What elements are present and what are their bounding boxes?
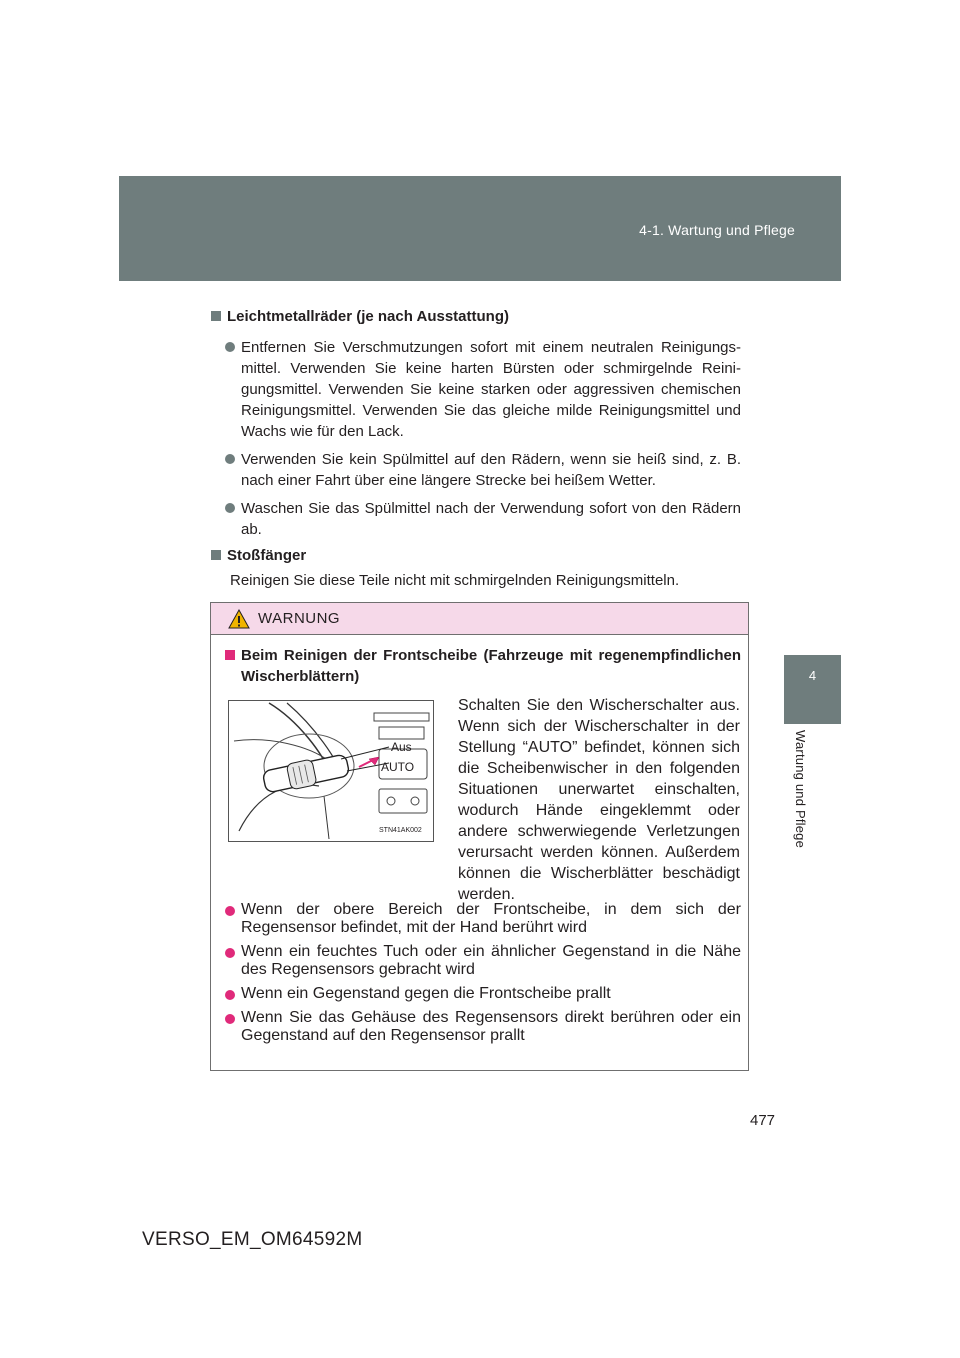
round-bullet-icon (225, 906, 235, 916)
header-band (119, 176, 841, 281)
warning-heading: Beim Reinigen der Frontscheibe (Fahrzeuge mit regenempfindlichen Wischerblättern) (225, 645, 741, 687)
figure-description: Schalten Sie den Wischerschalter aus. Wenn sich der Wischerschalter in der Stellung “AUTO” befindet, können sich die Scheibenwischer in den folgenden Situationen unerwartet einschalten, wodurch Hände eingeklemmt oder andere schwerwiegende Verletzungen verursacht werden können. Außerdem können die Wischerblätter beschädigt werden. (458, 697, 740, 903)
bumper-text: Reinigen Sie diese Teile nicht mit schmirgelnden Reinigungsmitteln. (230, 572, 680, 589)
round-bullet-icon (225, 990, 235, 1000)
list-item: Wenn der obere Bereich der Frontscheibe, in dem sich der Regensensor befindet, mit der Hand berührt wird (225, 901, 741, 937)
warning-box (210, 602, 749, 1071)
label-auto: AUTO (381, 760, 415, 774)
warning-triangle-icon (228, 609, 250, 629)
main-content (211, 306, 741, 591)
round-bullet-icon (225, 948, 235, 958)
warning-bullet-list (225, 901, 741, 1051)
figure-code: STN41AK002 (379, 827, 422, 834)
list-item: Verwenden Sie kein Spülmittel auf den Rädern, wenn sie heiß sind, z. B. nach einer Fahrt über eine längere Strecke bei heißem Wetter. (225, 449, 741, 491)
list-item: Wenn ein Gegenstand gegen die Frontscheibe prallt (225, 985, 741, 1003)
round-bullet-icon (225, 503, 235, 513)
warning-header (211, 603, 748, 635)
list-item: Wenn Sie das Gehäuse des Regensensors direkt berühren oder ein Gegenstand auf den Regensensor prallt (225, 1009, 741, 1045)
round-bullet-icon (225, 1014, 235, 1024)
section-title: 4-1. Wartung und Pflege (639, 222, 795, 238)
list-item: Entfernen Sie Verschmutzungen sofort mit einem neutralen Reinigungs-mittel. Verwenden Sie keine harten Bürsten oder schmirgelnde Reini-gungsmittel. Verwenden Sie keine starken oder aggressiven chemischen Reinigungsmittel. Verwenden Sie das gleiche milde Reinigungsmittel und Wachs wie für den Lack. (225, 337, 741, 442)
list-item: Waschen Sie das Spülmittel nach der Verwendung sofort von den Rädern ab. (225, 498, 741, 540)
document-code: VERSO_EM_OM64592M (142, 1229, 363, 1250)
list-item: Wenn ein feuchtes Tuch oder ein ähnlicher Gegenstand in die Nähe des Regensensors gebracht wird (225, 943, 741, 979)
section-heading-wheels: Leichtmetallräder (je nach Ausstattung) (211, 306, 741, 327)
chapter-number: 4 (808, 668, 817, 683)
label-aus: Aus (391, 740, 412, 754)
chapter-label: Wartung und Pflege (793, 730, 808, 849)
warning-title: WARNUNG (258, 610, 341, 627)
round-bullet-icon (225, 454, 235, 464)
wiper-switch-figure (228, 700, 434, 842)
round-bullet-icon (225, 342, 235, 352)
square-bullet-icon (225, 650, 235, 660)
warning-body (225, 645, 741, 687)
wiper-switch-illustration (229, 701, 433, 841)
square-bullet-icon (211, 550, 221, 560)
page-number: 477 (750, 1112, 776, 1129)
chapter-tab[interactable] (784, 655, 841, 724)
section-heading-bumper: Stoßfänger (211, 545, 741, 566)
square-bullet-icon (211, 311, 221, 321)
